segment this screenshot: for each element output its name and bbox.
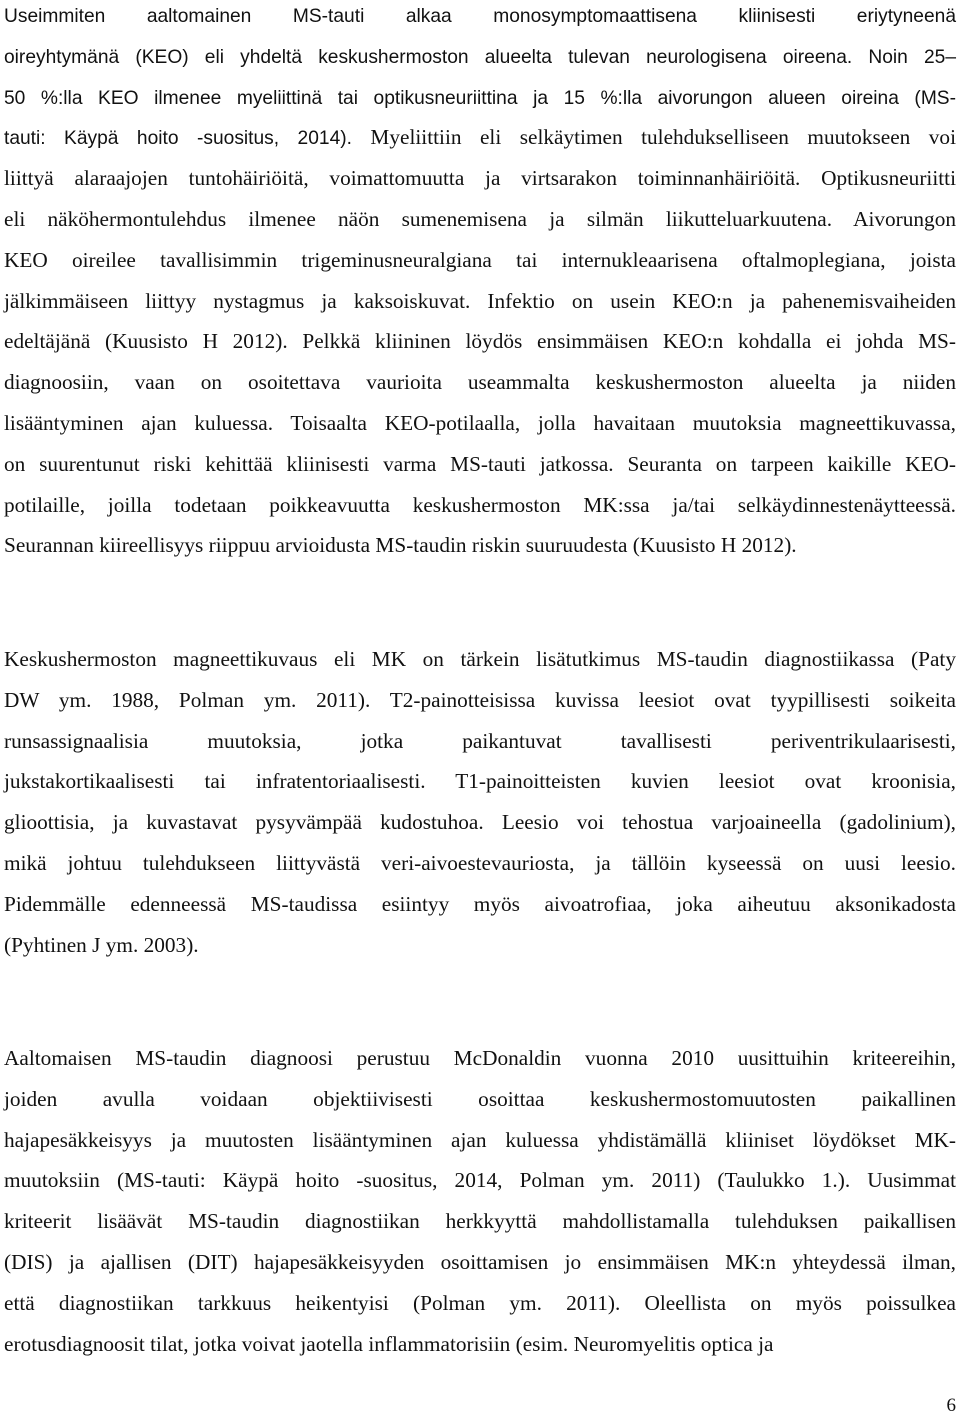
- text-segment: 50 %:lla KEO ilmenee myeliittinä tai optikusneuriittina ja 15 %:lla aivorungon alueen oireina (MS-: [4, 87, 956, 109]
- text-segment: glioottisia, ja kuvastavat pysyvämpää kudostuhoa. Leesio voi tehostua varjoaineella (gadolinium),: [4, 810, 956, 835]
- text-line: [4, 117, 956, 158]
- text-segment: KEO oireilee tavallisimmin trigeminusneuralgiana tai internukleaarisena oftalmoplegiana, joista: [4, 247, 956, 272]
- text-line: [4, 158, 956, 199]
- text-line: [4, 525, 956, 566]
- text-line: [4, 1079, 956, 1120]
- text-line: [4, 444, 956, 485]
- text-line: [4, 843, 956, 884]
- text-line: [4, 321, 956, 362]
- text-line: [4, 1283, 956, 1324]
- text-segment: kriteerit lisäävät MS-taudin diagnostiikan herkkyyttä mahdollistamalla tulehduksen paikallisen: [4, 1209, 956, 1234]
- text-line: [4, 1038, 956, 1079]
- text-segment: erotusdiagnoosit tilat, jotka voivat jaotella inflammatorisiin (esim. Neuromyelitis optica ja: [4, 1331, 774, 1356]
- text-line: [4, 1120, 956, 1161]
- text-segment: potilaille, joilla todetaan poikkeavuutta keskushermoston MK:ssa ja/tai selkäydinnestenäytteessä.: [4, 492, 956, 517]
- text-segment: DW ym. 1988, Polman ym. 2011). T2-painotteisissa kuvissa leesiot ovat tyypillisesti soikeita: [4, 687, 956, 712]
- text-segment: on suurentunut riski kehittää kliinisesti varma MS-tauti jatkossa. Seuranta on tarpeen kaikille KEO-: [4, 451, 956, 476]
- text-line: [4, 1324, 956, 1365]
- text-line: [4, 485, 956, 526]
- text-segment: Pidemmälle edenneessä MS-taudissa esiintyy myös aivoatrofiaa, joka aiheutuu aksonikadosta: [4, 891, 956, 916]
- text-segment: (Pyhtinen J ym. 2003).: [4, 932, 199, 957]
- text-line: [4, 199, 956, 240]
- text-segment: liittyä alaraajojen tuntohäiriöitä, voimattomuutta ja virtsarakon toiminnanhäiriöitä. Optikusneuriitti: [4, 166, 956, 191]
- text-line: [4, 77, 956, 118]
- text-line: [4, 680, 956, 721]
- paragraph-mcdonald-criteria: [4, 1038, 956, 1364]
- text-line: [4, 0, 956, 36]
- text-segment: Aaltomaisen MS-taudin diagnoosi perustuu McDonaldin vuonna 2010 uusittuihin kriteereihin,: [4, 1046, 956, 1070]
- text-segment: Useimmiten aaltomainen MS-tauti alkaa monosymptomaattisena kliinisesti eriytyneenä: [4, 6, 956, 27]
- text-line: [4, 925, 956, 966]
- text-segment: edeltäjänä (Kuusisto H 2012). Pelkkä kliininen löydös ensimmäisen KEO:n kohdalla ei johda MS-: [4, 329, 956, 354]
- text-line: [4, 639, 956, 680]
- text-segment: että diagnostiikan tarkkuus heikentyisi (Polman ym. 2011). Oleellista on myös poissulkea: [4, 1290, 956, 1315]
- text-line: [4, 761, 956, 802]
- text-segment: muutoksiin (MS-tauti: Käypä hoito -suositus, 2014, Polman ym. 2011) (Taulukko 1.). Uusimmat: [4, 1168, 956, 1193]
- text-line: [4, 1242, 956, 1283]
- text-segment: tauti: Käypä hoito -suositus, 2014).: [4, 128, 352, 150]
- text-segment: lisääntyminen ajan kuluessa. Toisaalta KEO-potilaalla, jolla havaitaan muutoksia magneettikuvassa,: [4, 410, 956, 435]
- text-line: [4, 802, 956, 843]
- text-line: [4, 362, 956, 403]
- text-line: [4, 240, 956, 281]
- text-segment: runsassignaalisia muutoksia, jotka paikantuvat tavallisesti periventrikulaarisesti,: [4, 728, 956, 753]
- text-segment: jukstakortikaalisesti tai infratentoriaalisesti. T1-painoitteisten kuvien leesiot ovat kroonisia,: [4, 769, 956, 794]
- text-segment: mikä johtuu tulehdukseen liittyvästä veri-aivoestevauriosta, ja tällöin kyseessä on uusi leesio.: [4, 850, 956, 875]
- text-line: [4, 884, 956, 925]
- text-segment: Myeliittiin eli selkäytimen tulehdukselliseen muutokseen voi: [351, 125, 956, 150]
- text-line: [4, 721, 956, 762]
- text-segment: Keskushermoston magneettikuvaus eli MK on tärkein lisätutkimus MS-taudin diagnostiikassa (Paty: [4, 647, 956, 671]
- text-line: [4, 1201, 956, 1242]
- text-segment: oireyhtymänä (KEO) eli yhdeltä keskushermoston alueelta tulevan neurologisena oireena. Noin 25–: [4, 46, 956, 68]
- text-line: [4, 1160, 956, 1201]
- paragraph-mri-imaging: [4, 639, 956, 965]
- text-segment: Seurannan kiireellisyys riippuu arvioidusta MS-taudin riskin suuruudesta (Kuusisto H 2012).: [4, 533, 797, 558]
- text-line: [4, 281, 956, 322]
- text-line: [4, 36, 956, 77]
- text-segment: diagnoosiin, vaan on osoitettava vaurioita useammalta keskushermoston alueelta ja niiden: [4, 370, 956, 395]
- text-segment: eli näköhermontulehdus ilmenee näön sumenemisena ja silmän liikutteluarkuutena. Aivorungon: [4, 206, 956, 231]
- text-line: [4, 403, 956, 444]
- page-number: 6: [946, 1395, 956, 1416]
- text-segment: hajapesäkkeisyys ja muutosten lisääntyminen ajan kuluessa yhdistämällä kliiniset löydökset MK-: [4, 1127, 956, 1152]
- text-segment: joiden avulla voidaan objektiivisesti osoittaa keskushermostomuutosten paikallinen: [4, 1086, 956, 1111]
- text-segment: jälkimmäiseen liittyy nystagmus ja kaksoiskuvat. Infektio on usein KEO:n ja pahenemisvaiheiden: [4, 288, 956, 313]
- text-segment: (DIS) ja ajallisen (DIT) hajapesäkkeisyyden osoittamisen jo ensimmäisen MK:n yhteydessä ilman,: [4, 1249, 956, 1274]
- paragraph-keo-symptoms: [4, 0, 956, 566]
